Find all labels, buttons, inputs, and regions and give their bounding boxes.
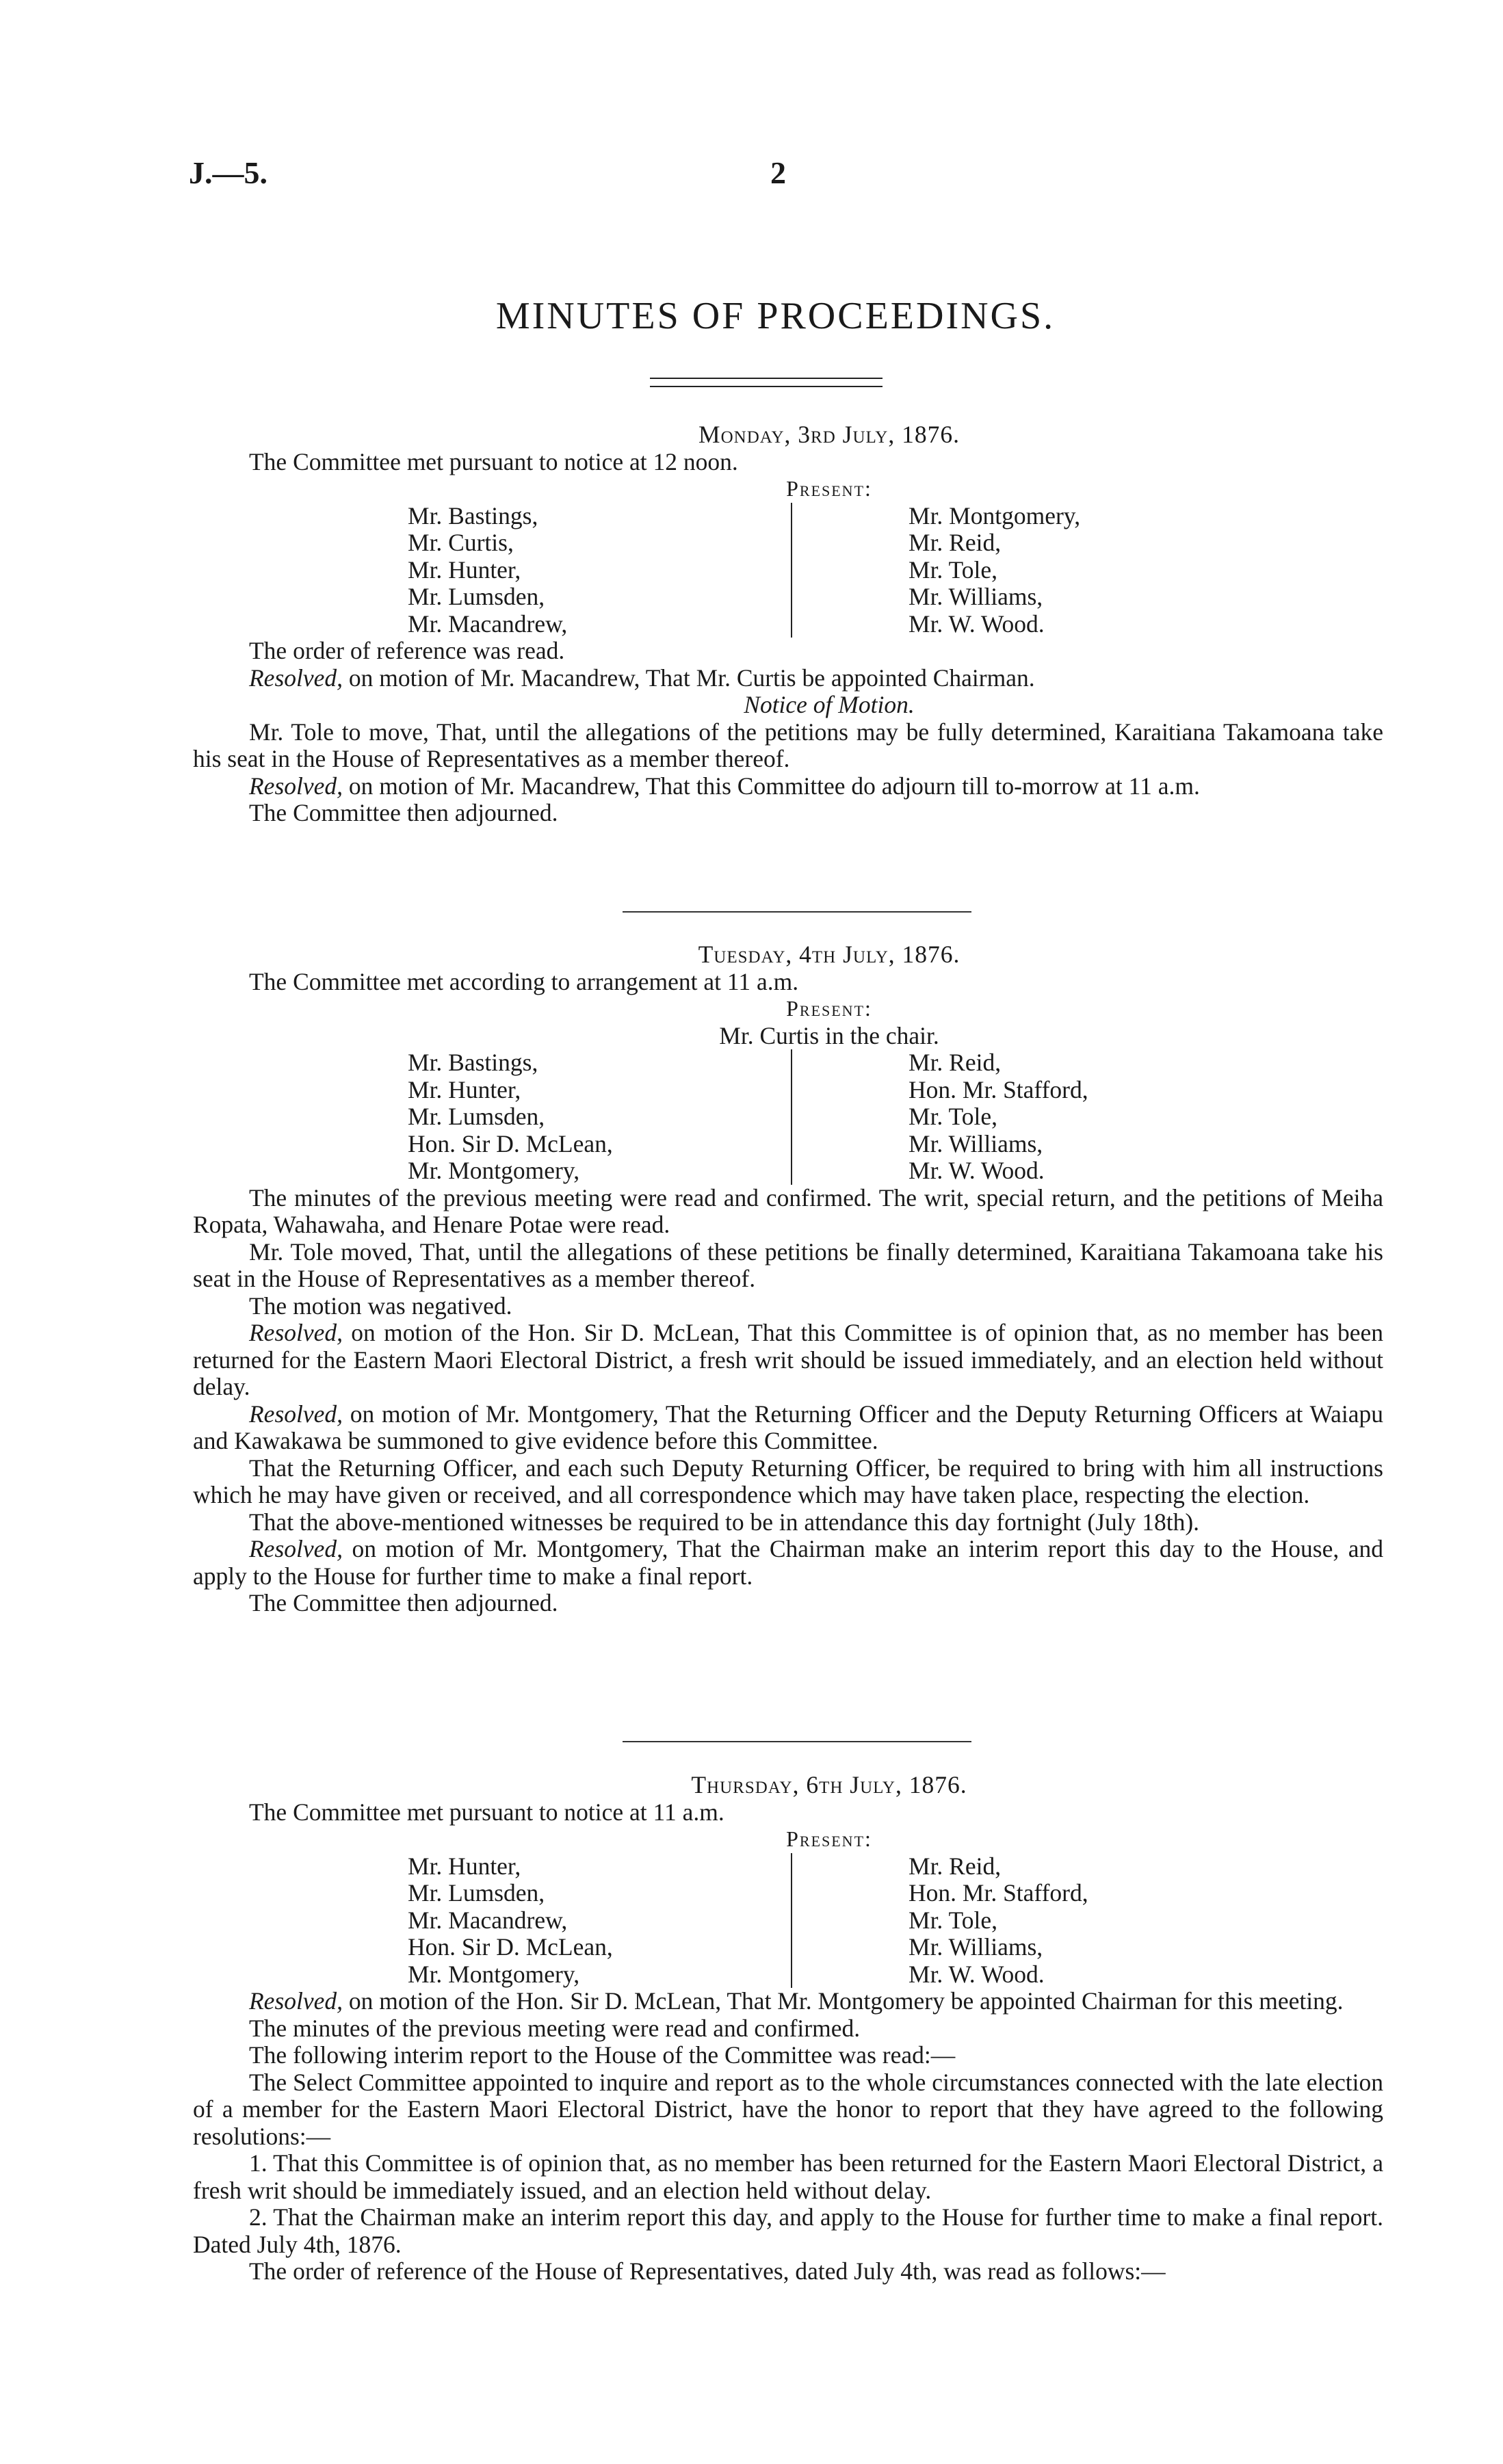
resolution-paragraph bbox=[193, 1988, 1383, 2015]
resolution-paragraph bbox=[193, 1320, 1383, 1401]
member: Mr. Hunter, bbox=[408, 1075, 521, 1103]
member: Mr. Reid, bbox=[909, 529, 1002, 556]
members-present bbox=[408, 503, 1160, 638]
member: Mr. Montgomery, bbox=[909, 501, 1081, 529]
minute-paragraph: That the Returning Officer, and each such Deputy Returning Officer, be required to bring with him all instructions which he may have given or received, and all correspondence which may have taken place, respecting the election. bbox=[193, 1454, 1383, 1508]
member: Hon. Sir D. McLean, bbox=[408, 1933, 613, 1961]
report-resolution: 2. That the Chairman make an interim report this day, and apply to the House for further time to make a final report. Dated July 4th, 1876. bbox=[193, 2203, 1383, 2258]
members-left-column bbox=[408, 1853, 791, 1989]
minute-paragraph: Mr. Tole moved, That, until the allegations of these petitions be finally determined, Karaitiana Takamoana take his seat in the House of Representatives as a member thereof. bbox=[193, 1237, 1383, 1292]
resolution-text: on motion of the Hon. Sir D. McLean, That Mr. Montgomery be appointed Chairman for this meeting. bbox=[343, 1987, 1344, 2015]
report-resolution: 1. That this Committee is of opinion that, as no member has been returned for the Eastern Maori Electoral District, a fresh writ should be immediately issued, and an election held without delay. bbox=[193, 2149, 1383, 2204]
resolution-paragraph bbox=[193, 1401, 1383, 1455]
member: Mr. Williams, bbox=[909, 583, 1043, 610]
page-number: 2 bbox=[770, 155, 786, 190]
member: Mr. W. Wood. bbox=[909, 1157, 1045, 1184]
present-label: Present: bbox=[786, 996, 872, 1021]
resolution-paragraph bbox=[193, 773, 1383, 800]
resolved-word: Resolved, bbox=[249, 1535, 343, 1562]
resolution-paragraph bbox=[193, 665, 1383, 692]
resolution-text: on motion of Mr. Macandrew, That Mr. Curtis be appointed Chairman. bbox=[343, 664, 1035, 692]
minute-paragraph: The Committee then adjourned. bbox=[249, 1589, 558, 1616]
member: Mr. W. Wood. bbox=[909, 1960, 1045, 1988]
member: Mr. W. Wood. bbox=[909, 610, 1045, 638]
member: Mr. Hunter, bbox=[408, 1852, 521, 1880]
section-divider bbox=[623, 911, 971, 913]
meeting-date: Thursday, 6th July, 1876. bbox=[691, 1771, 967, 1798]
minute-paragraph: Mr. Tole to move, That, until the allegations of the petitions may be fully determined, Karaitiana Takamoana take his seat in the House of Representatives as a member thereof. bbox=[193, 718, 1383, 772]
member: Mr. Bastings, bbox=[408, 1049, 538, 1076]
members-left-column bbox=[408, 503, 791, 638]
document-code: J.—5. bbox=[189, 155, 267, 190]
member: Mr. Reid, bbox=[909, 1852, 1002, 1880]
member: Mr. Williams, bbox=[909, 1129, 1043, 1157]
meeting-monday bbox=[193, 421, 1383, 827]
members-right-column bbox=[791, 1853, 1088, 1989]
member: Mr. Lumsden, bbox=[408, 1879, 545, 1906]
member: Mr. Montgomery, bbox=[408, 1157, 580, 1184]
resolution-paragraph bbox=[193, 1536, 1383, 1590]
member: Mr. Tole, bbox=[909, 1103, 997, 1130]
member: Mr. Hunter, bbox=[408, 555, 521, 584]
resolution-text: on motion of Mr. Montgomery, That the Returning Officer and the Deputy Returning Officers at Waiapu and Kawakawa be summoned to give evidence before this Committee. bbox=[193, 1400, 1383, 1454]
meeting-opening: The Committee met pursuant to notice at 12 noon. bbox=[249, 447, 738, 475]
member: Mr. Reid, bbox=[909, 1049, 1002, 1076]
members-present bbox=[408, 1853, 1160, 1989]
member: Mr. Williams, bbox=[909, 1933, 1043, 1961]
member: Mr. Tole, bbox=[909, 1906, 997, 1934]
minute-paragraph: The following interim report to the House of the Committee was read:— bbox=[249, 2041, 956, 2069]
resolution-text: on motion of Mr. Montgomery, That the Chairman make an interim report this day to the House, and apply to the House for further time to make a final report. bbox=[193, 1535, 1383, 1590]
member: Hon. Mr. Stafford, bbox=[909, 1879, 1088, 1906]
meeting-date: Tuesday, 4th July, 1876. bbox=[698, 941, 960, 968]
minute-paragraph: The minutes of the previous meeting were read and confirmed. bbox=[249, 2014, 861, 2042]
member: Mr. Lumsden, bbox=[408, 1103, 545, 1130]
minute-paragraph: The Committee then adjourned. bbox=[249, 799, 558, 826]
title-double-rule bbox=[650, 378, 883, 387]
page-title: MINUTES OF PROCEEDINGS. bbox=[495, 295, 1056, 337]
member: Hon. Mr. Stafford, bbox=[909, 1075, 1088, 1103]
member: Mr. Tole, bbox=[909, 555, 997, 584]
resolved-word: Resolved, bbox=[249, 1319, 343, 1346]
member: Mr. Macandrew, bbox=[408, 610, 568, 638]
chair-line: Mr. Curtis in the chair. bbox=[719, 1021, 939, 1049]
member: Mr. Montgomery, bbox=[408, 1960, 580, 1988]
members-right-column bbox=[791, 1049, 1088, 1185]
resolved-word: Resolved, bbox=[249, 1987, 343, 2015]
meeting-thursday bbox=[193, 1772, 1383, 2285]
members-left-column bbox=[408, 1049, 791, 1185]
member: Mr. Lumsden, bbox=[408, 583, 545, 610]
minute-paragraph: The order of reference was read. bbox=[249, 637, 565, 664]
meeting-opening: The Committee met according to arrangement at 11 a.m. bbox=[249, 967, 799, 995]
minute-paragraph: The motion was negatived. bbox=[249, 1292, 512, 1320]
minute-paragraph: That the above-mentioned witnesses be required to be in attendance this day fortnight (July 18th). bbox=[249, 1508, 1200, 1536]
members-right-column bbox=[791, 503, 1080, 638]
members-present bbox=[408, 1049, 1160, 1185]
resolved-word: Resolved, bbox=[249, 664, 343, 692]
member: Mr. Bastings, bbox=[408, 501, 538, 529]
minute-paragraph: The order of reference of the House of Representatives, dated July 4th, was read as follows:— bbox=[249, 2257, 1166, 2285]
section-divider bbox=[623, 1741, 971, 1742]
resolved-word: Resolved, bbox=[249, 1400, 343, 1428]
present-label: Present: bbox=[786, 476, 872, 501]
resolution-text: on motion of Mr. Macandrew, That this Committee do adjourn till to-morrow at 11 a.m. bbox=[343, 772, 1200, 800]
member: Mr. Curtis, bbox=[408, 529, 514, 556]
member: Mr. Macandrew, bbox=[408, 1906, 568, 1934]
meeting-tuesday bbox=[193, 941, 1383, 1617]
report-paragraph: The Select Committee appointed to inquire and report as to the whole circumstances connected with the late election of a member for the Eastern Maori Electoral District, have the honor to report that they have agreed to the following resolutions:— bbox=[193, 2068, 1383, 2150]
resolution-text: on motion of the Hon. Sir D. McLean, That this Committee is of opinion that, as no member has been returned for the Eastern Maori Electoral District, a fresh writ should be issued immediately, and an election held without delay. bbox=[193, 1319, 1383, 1400]
minute-paragraph: The minutes of the previous meeting were read and confirmed. The writ, special return, and the petitions of Meiha Ropata, Wahawaha, and Henare Potae were read. bbox=[193, 1183, 1383, 1238]
notice-heading: Notice of Motion. bbox=[744, 691, 915, 718]
present-label: Present: bbox=[786, 1826, 872, 1851]
meeting-date: Monday, 3rd July, 1876. bbox=[698, 421, 960, 448]
resolved-word: Resolved, bbox=[249, 772, 343, 800]
member: Hon. Sir D. McLean, bbox=[408, 1129, 613, 1157]
meeting-opening: The Committee met pursuant to notice at 11 a.m. bbox=[249, 1798, 724, 1826]
